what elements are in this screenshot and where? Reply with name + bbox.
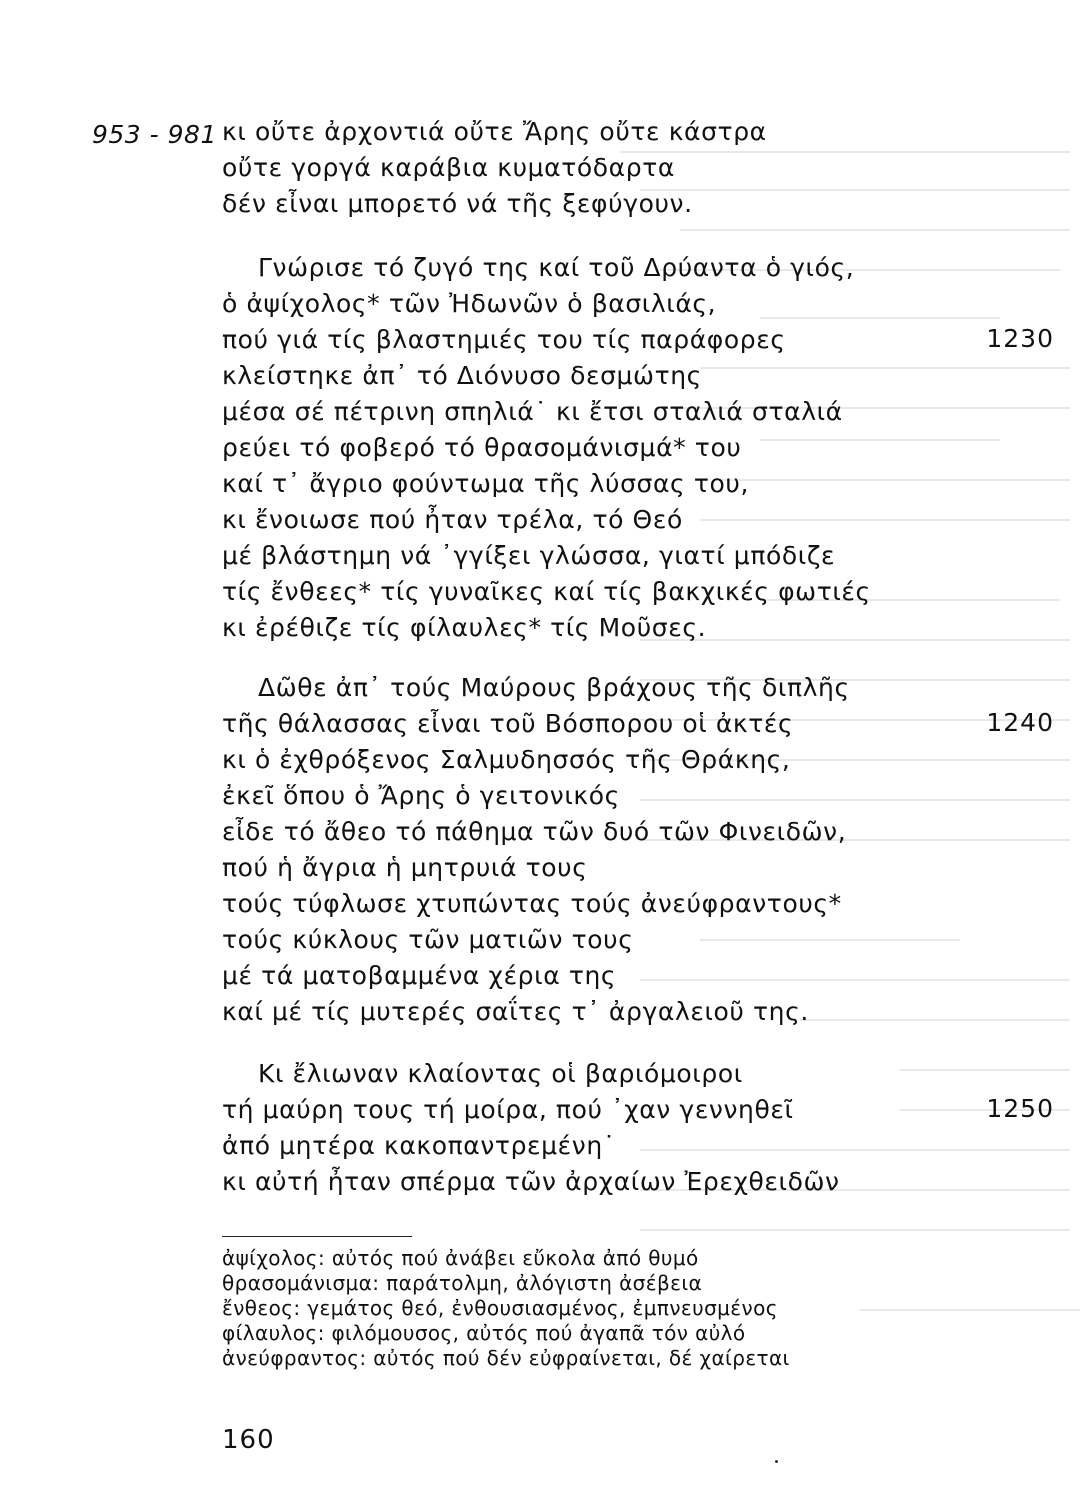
verse-line: τῆς θάλασσας εἶναι τοῦ Βόσπορου οἱ ἀκτές xyxy=(222,709,794,738)
verse-line: κλείστηκε ἀπ᾽ τό Διόνυσο δεσμώτης xyxy=(222,361,702,390)
verse-line: κι αὐτή ἦταν σπέρμα τῶν ἀρχαίων Ἐρεχθειδῶν xyxy=(222,1167,840,1196)
footnote: θρασομάνισμα: παράτολμη, ἀλόγιστη ἀσέβεια xyxy=(222,1271,703,1295)
line-number: 1230 xyxy=(986,324,1054,353)
verse-line: ἐκεῖ ὅπου ὁ Ἄρης ὁ γειτονικός xyxy=(222,781,620,810)
verse-line: πού γιά τίς βλαστημιές του τίς παράφορες xyxy=(222,325,786,354)
page-number: 160 xyxy=(222,1425,275,1455)
verse-line: ρεύει τό φοβερό τό θρασομάνισμά* του xyxy=(222,433,742,462)
footnote: φίλαυλος: φιλόμουσος, αὐτός πού ἀγαπᾶ τόν αὐλό xyxy=(222,1321,746,1345)
verse-line: ἀπό μητέρα κακοπαντρεμένη˙ xyxy=(222,1131,616,1160)
verse-line: κι ἐρέθιζε τίς φίλαυλες* τίς Μοῦσες. xyxy=(222,613,707,642)
footnote-rule xyxy=(222,1236,412,1237)
verse-line: τούς τύφλωσε χτυπώντας τούς ἀνεύφραντους* xyxy=(222,889,842,918)
verse-line: Δῶθε ἀπ᾽ τούς Μαύρους βράχους τῆς διπλῆς xyxy=(258,673,850,702)
verse-line: μέ βλάστημη νά ᾽γγίξει γλώσσα, γιατί μπόδιζε xyxy=(222,541,836,570)
footnote: ἔνθεος: γεμάτος θεό, ἐνθουσιασμένος, ἐμπνευσμένος xyxy=(222,1296,778,1320)
verse-line: τή μαύρη τους τή μοίρα, πού ᾽χαν γεννηθεῖ xyxy=(222,1095,794,1124)
line-number: 1250 xyxy=(986,1094,1054,1123)
verse-line: μέ τά ματοβαμμένα χέρια της xyxy=(222,961,617,990)
verse-line: Κι ἔλιωναν κλαίοντας οἱ βαριόμοιροι xyxy=(258,1059,743,1088)
line-number: 1240 xyxy=(986,708,1054,737)
verse-line: τίς ἔνθεες* τίς γυναῖκες καί τίς βακχικές φωτιές xyxy=(222,577,871,606)
verse-line: δέν εἶναι μπορετό νά τῆς ξεφύγουν. xyxy=(222,189,693,218)
verse-reference: 953 - 981 xyxy=(92,120,217,149)
verse-line: καί μέ τίς μυτερές σαΐτες τ᾽ ἀργαλειοῦ της. xyxy=(222,997,809,1026)
verse-line: ὁ ἀψίχολος* τῶν Ἠδωνῶν ὁ βασιλιάς, xyxy=(222,289,717,318)
verse-line: τούς κύκλους τῶν ματιῶν τους xyxy=(222,925,634,954)
verse-line: κι ἔνοιωσε πού ἦταν τρέλα, τό Θεό xyxy=(222,505,683,534)
verse-line: πού ἡ ἄγρια ἡ μητρυιά τους xyxy=(222,853,588,882)
footnote: ἀψίχολος: αὐτός πού ἀνάβει εὔκολα ἀπό θυμό xyxy=(222,1246,699,1270)
ink-speck xyxy=(775,1460,778,1463)
footnote: ἀνεύφραντος: αὐτός πού δέν εὐφραίνεται, δέ χαίρεται xyxy=(222,1346,790,1370)
verse-line: οὔτε γοργά καράβια κυματόδαρτα xyxy=(222,153,675,182)
verse-line: μέσα σέ πέτρινη σπηλιά˙ κι ἔτσι σταλιά σταλιά xyxy=(222,397,843,426)
verse-line: Γνώρισε τό ζυγό της καί τοῦ Δρύαντα ὁ γιός, xyxy=(258,253,855,282)
verse-line: κι οὔτε ἀρχοντιά οὔτε Ἄρης οὔτε κάστρα xyxy=(222,117,767,146)
verse-line: εἶδε τό ἄθεο τό πάθημα τῶν δυό τῶν Φινειδῶν, xyxy=(222,817,847,846)
verse-line: καί τ᾽ ἄγριο φούντωμα τῆς λύσσας του, xyxy=(222,469,750,498)
verse-line: κι ὁ ἐχθρόξενος Σαλμυδησσός τῆς Θράκης, xyxy=(222,745,791,774)
